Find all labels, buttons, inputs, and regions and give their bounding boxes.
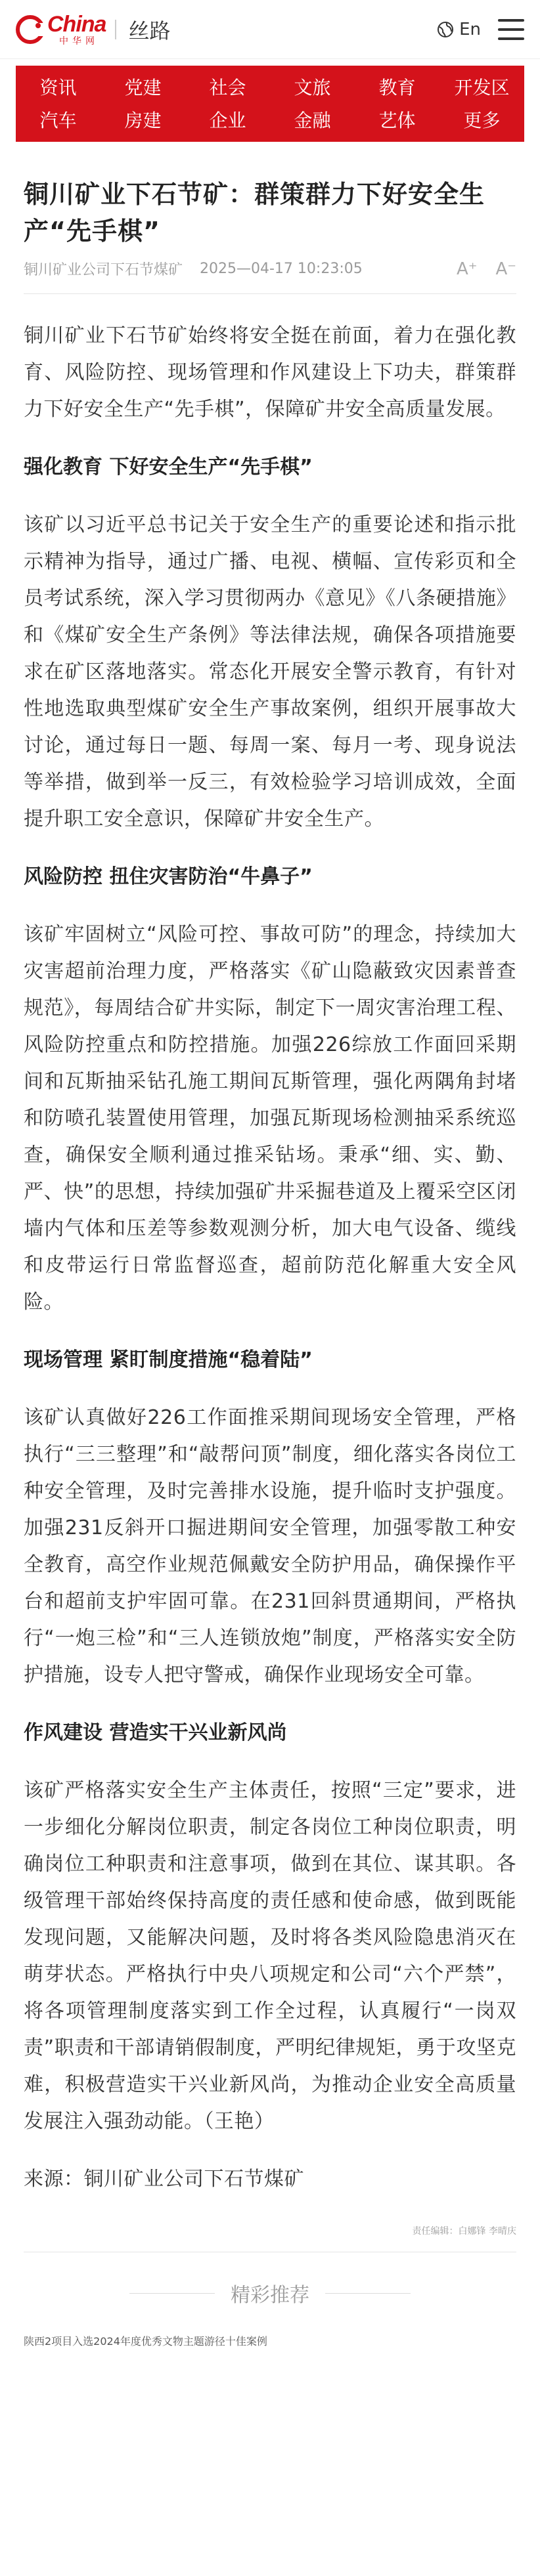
- paragraph-risk: 该矿牢固树立“风险可控、事故可防”的理念，持续加大灾害超前治理力度，严格落实《矿山隐蔽致灾因素普查规范》，每周结合矿井实际，制定下一周灾害治理工程、风险防控重点和防控措施。加强226综放工作面回采期间和瓦斯抽采钻孔施工期间瓦斯管理，强化两隅角封堵和防喷孔装置使用管理，加强瓦斯现场检测抽采系统巡查，确保安全顺利通过推采钻场。秉承“细、实、勤、严、快”的思想，持续加强矿井采掘巷道及上覆采空区闭墙内气体和压差等参数观测分析，加大电气设备、缆线和皮带运行日常监督巡查，超前防范化解重大安全风险。: [24, 923, 516, 1314]
- section-heading-style: 作风建设 营造实干兴业新风尚: [24, 1721, 287, 1744]
- nav-item-jinrong[interactable]: 金融: [294, 110, 331, 131]
- nav-item-yiti[interactable]: 艺体: [378, 110, 416, 131]
- article-source: 铜川矿业公司下石节煤矿: [24, 262, 183, 278]
- article: [0, 176, 540, 2350]
- section-heading-site: 现场管理 紧盯制度措施“稳着陆”: [24, 1348, 313, 1371]
- recommend-item[interactable]: 陕西2项目入选2024年度优秀文物主题游径十佳案例: [24, 2335, 267, 2348]
- nav-item-qiche[interactable]: 汽车: [39, 110, 77, 131]
- nav-item-fangjian[interactable]: 房建: [124, 110, 162, 131]
- section-heading-risk: 风险防控 扭住灾害防治“牛鼻子”: [24, 865, 313, 888]
- recommend-line-right: [325, 2293, 411, 2294]
- nav-item-shehui[interactable]: 社会: [209, 77, 246, 98]
- site-logo[interactable]: [16, 13, 106, 46]
- nav-item-qiye[interactable]: 企业: [209, 110, 246, 131]
- font-increase-button[interactable]: A⁺: [456, 259, 478, 279]
- channel-nav: [16, 66, 524, 142]
- font-decrease-button[interactable]: A⁻: [495, 259, 516, 279]
- paragraph-intro: 铜川矿业下石节矿始终将安全挺在前面，着力在强化教育、风险防控、现场管理和作风建设上下功夫，群策群力下好安全生产“先手棋”，保障矿井安全高质量发展。: [24, 324, 516, 421]
- divider: [24, 293, 516, 294]
- logo-en: China: [47, 11, 106, 37]
- article-title: 铜川矿业下石节矿：群策群力下好安全生产“先手棋”: [24, 180, 485, 246]
- nav-item-kaifaqu[interactable]: 开发区: [454, 77, 510, 98]
- language-switch[interactable]: [437, 20, 481, 39]
- nav-item-dangjian[interactable]: 党建: [124, 77, 162, 98]
- recommend-line-left: [129, 2293, 215, 2294]
- paragraph-education: 该矿以习近平总书记关于安全生产的重要论述和指示批示精神为指导，通过广播、电视、横幅、宣传彩页和全员考试系统，深入学习贯彻两办《意见》《八条硬措施》和《煤矿安全生产条例》等法律法规，确保各项措施要求在矿区落地落实。常态化开展安全警示教育，有针对性地选取典型煤矿安全生产事故案例，组织开展事故大讨论，通过每日一题、每周一案、每月一考、现身说法等举措，做到举一反三，有效检验学习培训成效，全面提升职工安全意识，保障矿井安全生产。: [24, 513, 516, 830]
- paragraph-site: 该矿认真做好226工作面推采期间现场安全管理，严格执行“三三整理”和“敲帮问顶”制度，细化落实各岗位工种安全管理，及时完善排水设施，提升临时支护强度。加强231反斜开口掘进期间安全管理，加强零散工种安全教育，高空作业规范佩戴安全防护用品，确保操作平台和超前支护牢固可靠。在231回斜贯通期间，严格执行“一炮三检”和“三人连锁放炮”制度，严格落实安全防护措施，设专人把守警戒，确保作业现场安全可靠。: [24, 1406, 516, 1686]
- nav-item-jiaoyu[interactable]: 教育: [378, 77, 416, 98]
- logo-separator: [115, 20, 116, 39]
- globe-icon: [437, 21, 454, 38]
- header-actions: [437, 19, 524, 40]
- language-label: En: [459, 19, 481, 39]
- logo-text: [47, 13, 106, 46]
- nav-item-wenlv[interactable]: 文旅: [294, 77, 331, 98]
- responsible-editor: 责任编辑：白娜锋 李晴庆: [412, 2226, 516, 2237]
- article-date: 2025—04-17 10:23:05: [200, 261, 363, 277]
- article-source-line: 来源：铜川矿业公司下石节煤矿: [24, 2168, 304, 2191]
- recommend-label: 精彩推荐: [231, 2284, 309, 2307]
- article-meta: [24, 259, 516, 279]
- hamburger-menu-icon[interactable]: [498, 19, 524, 40]
- nav-item-gengduo[interactable]: 更多: [463, 110, 501, 131]
- nav-item-zixun[interactable]: 资讯: [39, 77, 77, 98]
- logo-mark-icon: [16, 15, 45, 44]
- logo-cn: 中华网: [59, 35, 99, 47]
- site-header: [0, 0, 540, 59]
- font-size-controls: [457, 259, 516, 279]
- channel-name[interactable]: 丝路: [128, 18, 171, 43]
- paragraph-style: 该矿严格落实安全生产主体责任，按照“三定”要求，进一步细化分解岗位职责，制定各岗位工种岗位职责，明确岗位工种职责和注意事项，做到在其位、谋其职。各级管理干部始终保持高度的责任感和使命感，做到既能发现问题，又能解决问题，及时将各类风险隐患消灭在萌芽状态。严格执行中央八项规定和公司“六个严禁”，将各项管理制度落实到工作全过程，认真履行“一岗双责”职责和干部请销假制度，严明纪律规矩，勇于攻坚克难，积极营造实干兴业新风尚，为推动企业安全高质量发展注入强劲动能。（王艳）: [24, 1779, 516, 2133]
- recommend-header: [24, 2279, 516, 2308]
- article-body: [24, 318, 516, 2198]
- section-heading-education: 强化教育 下好安全生产“先手棋”: [24, 456, 313, 479]
